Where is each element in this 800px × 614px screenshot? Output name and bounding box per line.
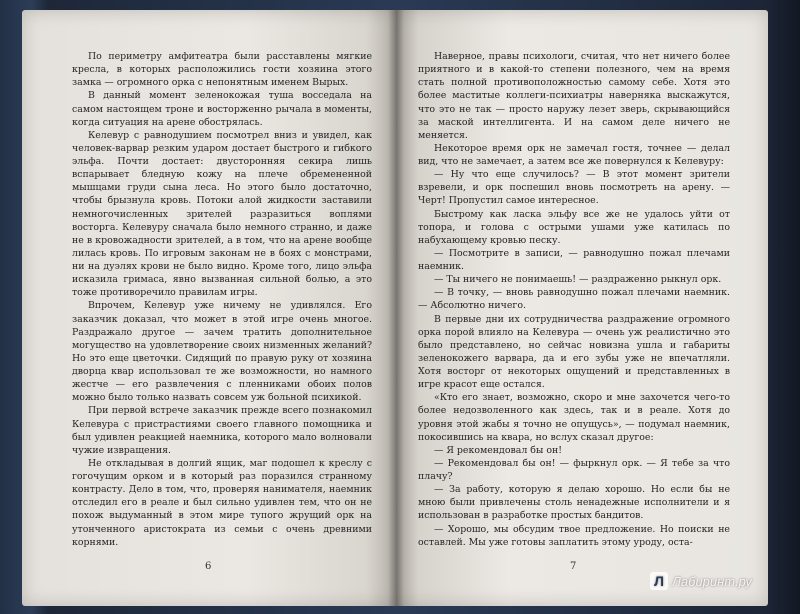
paragraph: Келевур с равнодушием посмотрел вниз и увидел, как человек-варвар резким ударом достает быстрого и гибкого эльфа. Почти достает: двусторонняя секира лишь вспарывает бледную кожу на плече обремененной мышцами груди сына леса. Но этого было достаточно, чтобы брызнула кровь. Потоки алой жидкости заставили немногочисленных зрителей разразиться воплями восторга. Келевуру сначала было немного странно, и даже не в кровожадности зрителей, а в том, что на арене вообще лилась кровь. По игровым законам не в боях с монстрами, ни на дуэлях крови не было видно. Кроме того, лицо эльфа исказила гримаса, явно вызванная сильной болью, а это тоже противоречило правилам игры. [72,129,372,299]
paragraph: — Хорошо, мы обсудим твое предложение. Но поиски не оставлей. Мы уже готовы заплатить этому уроду, оста- [418,523,730,548]
left-page [22,10,396,606]
paragraph: — Ты ничего не понимаешь! — раздраженно рыкнул орк. [434,274,722,286]
paragraph: В первые дни их сотрудничества раздражение огромного орка порой влияло на Келевура — очень уж реалистично это было представлено, но сейчас новизна ушла и габариты зеленокожего варвара, да и его зубы уже не впечатляли. Хотя восторг от некоторых ощущений и представленных в игре красот еще остался. [418,313,730,391]
page-number: 6 [205,561,212,572]
paragraph: — Посмотрите в записи, — равнодушно пожал плечами наемник. [418,247,730,272]
paragraph: — Рекомендовал бы он! — фыркнул орк. — Я тебе за что плачу? [418,457,730,482]
watermark-text: Лабиринт.ру [672,573,752,589]
paragraph: По периметру амфитеатра были расставлены мягкие кресла, в которых расположились гости хозяина этого замка — огромного орка с непонятным именем Вырых. [72,51,372,89]
watermark [650,572,752,590]
paragraph: Быстрому как ласка эльфу все же не удалось уйти от топора, и голова с острыми ушами уже катилась по набухающему кровью песку. [418,208,730,246]
paragraph: Некоторое время орк не замечал гостя, точнее — делал вид, что не замечает, а затем все же повернулся к Келевуру: [418,142,730,167]
paragraph: Впрочем, Келевур уже ничему не удивлялся. Его заказчик доказал, что может в этой игре очень многое. Раздражало другое — зачем тратить дополнительное могущество на удовлетворение своих низменных желаний? Но это еще цветочки. Сидящий по правую руку от хозяина дворца квар использовал те же возможности, но намного жестче — его развлечения с пленниками обоих полов можно было только назвать совсем уж больной психикой. [72,300,372,404]
paragraph: — Я рекомендовал бы он! [434,444,563,456]
paragraph: Не откладывая в долгий ящик, маг подошел к креслу с гогочущим орком и в который раз поразился странному контрасту. Дело в том, что, проверяя нанимателя, наемник отследил его в реале и был сильно удивлен тем, что он не похож выдуманный в этом мире тупого жрущий орк на утонченного аристократа из семьи с очень древними корнями. [72,457,372,548]
book-gutter [388,10,404,606]
paragraph: — Ну что еще случилось? — В этот момент зрители взревели, и орк поспешил вновь посмотреть на арену. — Черт! Пропустил самое интересное. [418,169,730,207]
paragraph: При первой встрече заказчик прежде всего познакомил Келевура с пристрастиями своего главного помощника и был удивлен реакцией наемника, которого мало волновали чужие извращения. [72,405,372,456]
right-page [396,10,768,606]
right-page-text [418,50,730,549]
paragraph: — В точку, — вновь равнодушно пожал плечами наемник. — Абсолютно ничего. [418,287,730,312]
paragraph: — За работу, которую я делаю хорошо. Но если бы не мною были привлечены столь ненадежные исполнители и я использован в разработке простых бандитов. [418,484,730,522]
labyrinth-logo-icon: Л [650,572,668,590]
paragraph: «Кто его знает, возможно, скоро и мне захочется чего-то более недозволенного как здесь, так и в реале. Хотя до уровня этой жабы я точно не опущусь», — подумал наемник, покосившись на квара, но вслух сказал другое: [418,392,730,443]
paragraph: Наверное, правы психологи, считая, что нет ничего более приятного и в какой-то степени полезного, чем на время стать полной противоположностью самому себе. Хотя это более маститые коллеги-психиатры наверняка выскажутся, что это не так — просто наружу лезет зверь, скрывающийся за маской интеллигента. И на самом деле ничего не меняется. [418,51,730,141]
paragraph: В данный момент зеленокожая туша восседала на самом настоящем троне и восторженно рычала в моменты, когда ситуация на арене обострялась. [72,90,372,128]
left-page-text [72,50,372,549]
page-number: 7 [570,561,577,572]
